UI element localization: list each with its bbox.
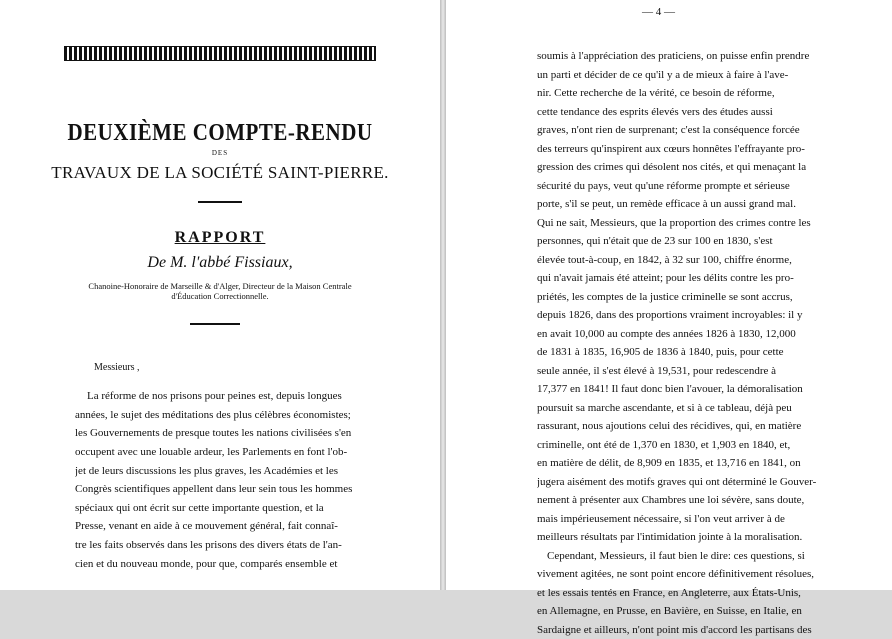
text-line: priétés, les comptes de la justice criminelle se sont accrus, [537,288,827,307]
text-line: des terreurs qu'inspirent aux cœurs honnêtes l'effrayante pro- [537,140,827,159]
affiliation-line-2: d'Éducation Correctionnelle. [0,291,440,301]
text-line: les Gouvernements de presque toutes les nations civilisées s'en [75,424,370,443]
ornamental-border [64,46,376,61]
text-line: années, le sujet des méditations des plus célèbres économistes; [75,406,370,425]
text-line: mais impérieusement nécessaire, si l'on veut arriver à de [537,510,827,529]
text-line: en matière de délit, de 8,909 en 1835, et 13,716 en 1841, on [537,454,827,473]
text-line: meilleurs résultats par l'intimidation jointe à la moralisation. [537,528,827,547]
title-connector: DES [0,149,440,157]
section-heading: RAPPORT [0,229,440,247]
text-line: rassurant, nous ajoutions celui des récidives, qui, en matière [537,417,827,436]
text-line: poursuit sa marche ascendante, et si à ce tableau, déjà peu [537,399,827,418]
page-number: — 4 — [642,6,675,18]
text-line: jugera aisément des motifs graves qui ont déterminé le Gouver- [537,473,827,492]
text-line: un parti et décider de ce qu'il y a de mieux à faire à l'ave- [537,66,827,85]
text-line: élevée tout-à-coup, en 1842, à 32 sur 100, chiffre énorme, [537,251,827,270]
text-line: porte, s'il se peut, un remède efficace à un aussi grand mal. [537,195,827,214]
text-line: cien et du nouveau monde, pour que, comparés ensemble et [75,555,370,574]
text-line: nir. Cette recherche de la vérité, ce besoin de réforme, [537,84,827,103]
text-line: seule année, il s'est élevé à 19,531, pour redescendre à [537,362,827,381]
text-line: occupent avec une louable ardeur, les Parlements en font l'ob- [75,443,370,462]
subtitle: TRAVAUX DE LA SOCIÉTÉ SAINT-PIERRE. [0,163,440,183]
text-line: sécurité du pays, veut qu'une réforme prompte et sérieuse [537,177,827,196]
text-line: soumis à l'appréciation des praticiens, on puisse enfin prendre [537,47,827,66]
left-page [0,0,440,590]
text-line: tre les faits observés dans les prisons des divers états de l'an- [75,536,370,555]
text-line: gression des crimes qui désolent nos cités, et qui menaçant la [537,158,827,177]
text-line: graves, n'ont rien de surprenant; c'est la conséquence forcée [537,121,827,140]
left-body-text [75,387,370,573]
text-line: vivement agitées, ne sont point encore définitivement résolues, [537,565,827,584]
text-line: Sardaigne et ailleurs, n'ont point mis d'accord les partisans des [537,621,827,639]
text-line: La réforme de nos prisons pour peines est, depuis longues [75,387,370,406]
text-line: en Allemagne, en Prusse, en Bavière, en Suisse, en Italie, en [537,602,827,621]
separator-rule [198,201,242,203]
text-line: en avait 10,000 au compte des années 1826 à 1830, 12,000 [537,325,827,344]
text-line: cette tendance des esprits élevés vers des études aussi [537,103,827,122]
author-line: De M. l'abbé Fissiaux, [0,254,440,272]
salutation: Messieurs , [94,362,140,373]
text-line: nement à présenter aux Chambres une loi sévère, sans doute, [537,491,827,510]
text-line: depuis 1826, dans des proportions vraiment incroyables: il y [537,306,827,325]
text-line: 17,377 en 1841! Il faut donc bien l'avouer, la démoralisation [537,380,827,399]
affiliation-line-1: Chanoine-Honoraire de Marseille & d'Alger, Directeur de la Maison Centrale [0,281,440,291]
text-line: de 1831 à 1835, 16,905 de 1836 à 1840, puis, pour cette [537,343,827,362]
separator-rule [190,323,240,325]
text-line: jet de leurs discussions les plus graves, les Académies et les [75,462,370,481]
text-line: criminelle, ont été de 1,370 en 1830, et 1,903 en 1840, et, [537,436,827,455]
text-line: Qui ne sait, Messieurs, que la proportion des crimes contre les [537,214,827,233]
text-line: et les essais tentés en France, en Angleterre, aux États-Unis, [537,584,827,603]
text-line: Cependant, Messieurs, il faut bien le dire: ces questions, si [537,547,827,566]
text-line: personnes, qui n'était que de 23 sur 100 en 1830, s'est [537,232,827,251]
text-line: Congrès scientifiques appellent dans leur sein tous les hommes [75,480,370,499]
text-line: spéciaux qui ont écrit sur cette importante question, et la [75,499,370,518]
text-line: qui n'avait jamais été atteint; pour les délits contre les pro- [537,269,827,288]
text-line: Presse, venant en aide à ce mouvement général, fait connaî- [75,517,370,536]
right-body-text [537,47,827,639]
main-title: DEUXIÈME COMPTE-RENDU [0,118,440,147]
